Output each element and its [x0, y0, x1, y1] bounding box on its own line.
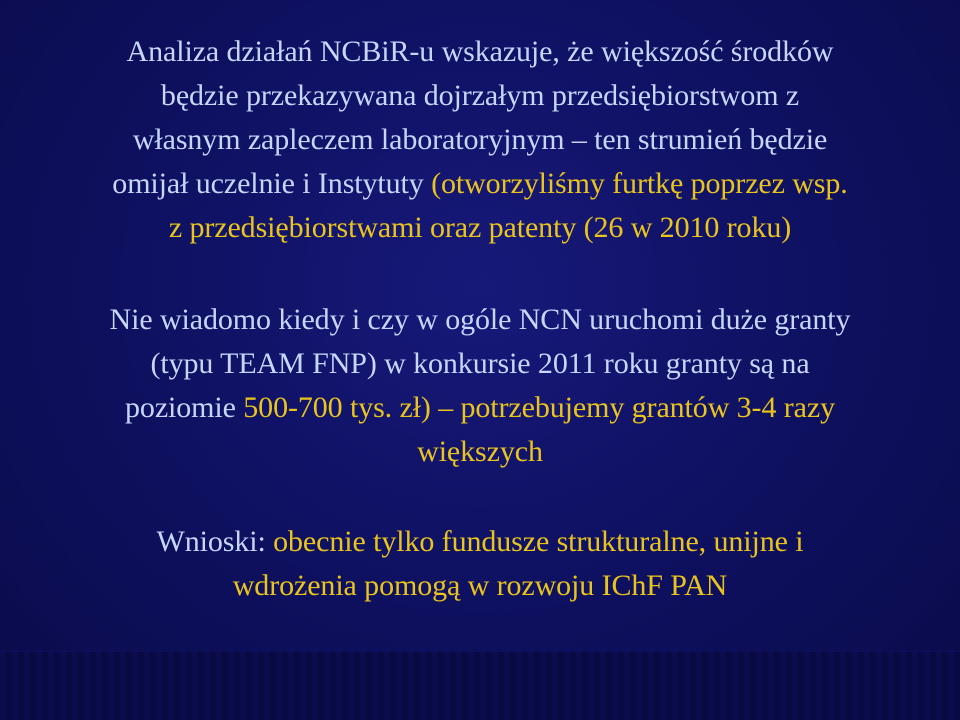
text-line — [10, 206, 950, 250]
text-run: (typu TEAM FNP) w konkursie 2011 roku granty są na — [150, 347, 810, 380]
text-line — [10, 564, 950, 608]
text-run: Wnioski: — [156, 525, 274, 558]
paragraph-ncn-grants — [10, 298, 950, 474]
text-line — [10, 342, 950, 386]
text-line — [10, 30, 950, 74]
text-line — [10, 298, 950, 342]
text-run: Nie wiadomo kiedy i czy w ogóle NCN uruchomi duże granty — [109, 303, 851, 336]
text-line — [10, 162, 950, 206]
text-run: Analiza działań NCBiR-u wskazuje, że większość środków — [126, 35, 834, 68]
text-run-highlighted: większych — [417, 435, 543, 468]
text-run-highlighted: (otworzyliśmy furtkę poprzez wsp. — [431, 167, 848, 200]
footer-decorative-band — [0, 651, 960, 720]
text-run: poziomie — [125, 391, 244, 424]
text-run-highlighted: wdrożenia pomogą w rozwoju IChF PAN — [232, 569, 728, 602]
paragraph-conclusions — [10, 520, 950, 608]
text-line — [10, 520, 950, 564]
text-line — [10, 386, 950, 430]
text-run: własnym zapleczem laboratoryjnym – ten strumień będzie — [132, 123, 828, 156]
text-run: omijał uczelnie i Instytuty — [112, 167, 432, 200]
text-line — [10, 74, 950, 118]
text-line — [10, 430, 950, 474]
text-run: będzie przekazywana dojrzałym przedsiębiorstwom z — [160, 79, 800, 112]
text-run-highlighted: 500-700 tys. zł) – potrzebujemy grantów 3-4 razy — [243, 391, 835, 424]
text-line — [10, 118, 950, 162]
text-run-highlighted: obecnie tylko fundusze strukturalne, unijne i — [273, 525, 804, 558]
text-run-highlighted: z przedsiębiorstwami oraz patenty (26 w 2010 roku) — [168, 211, 792, 244]
paragraph-ncbir-analysis — [10, 30, 950, 250]
